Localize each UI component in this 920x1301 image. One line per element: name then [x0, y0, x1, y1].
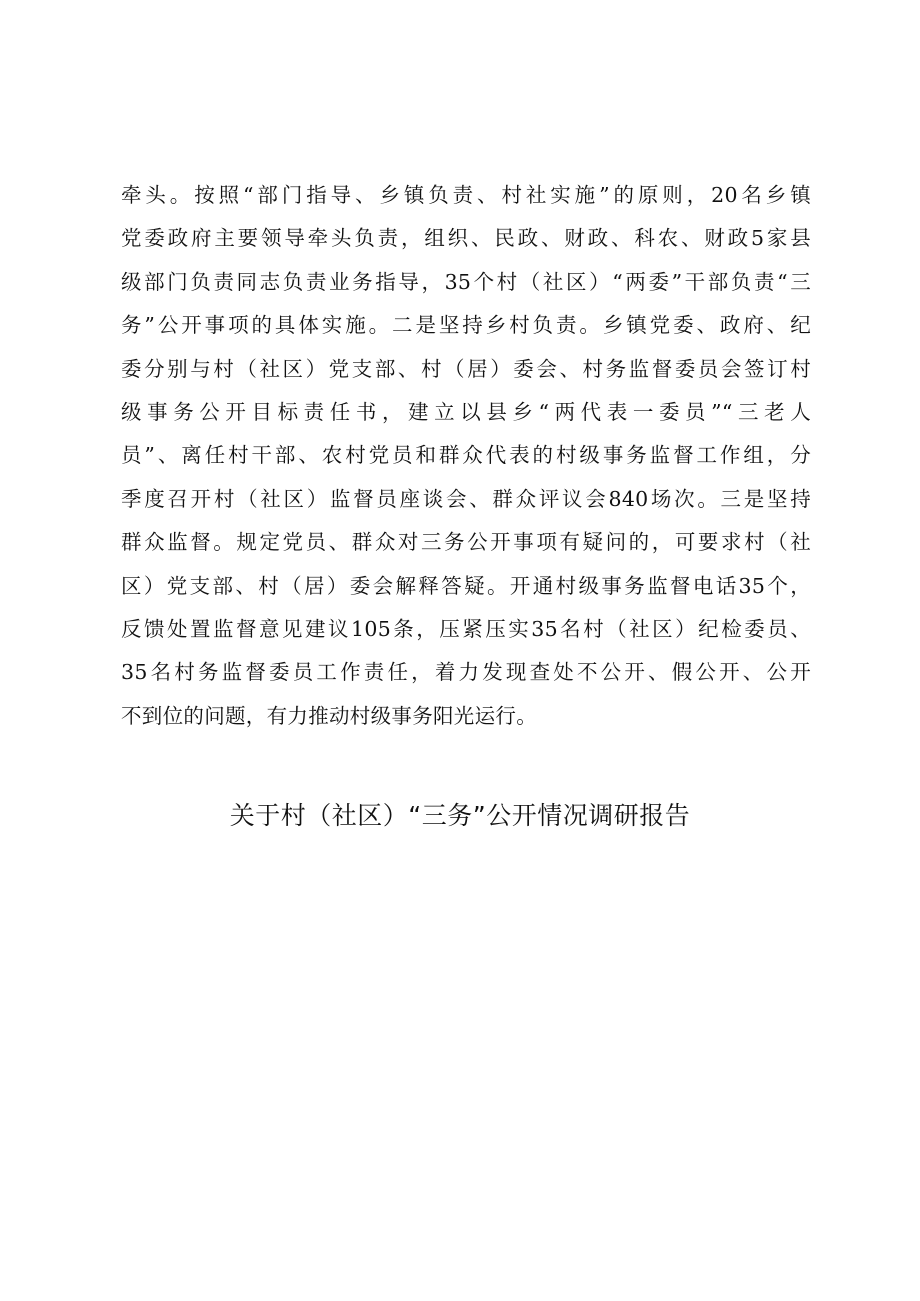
- paragraph-line: 不到位的问题，有力推动村级事务阳光运行。: [121, 703, 537, 728]
- paragraph-line: 区）党支部、村（居）委会解释答疑。开通村级事务监督电话35个，: [121, 573, 811, 598]
- paragraph-line: 委分别与村（社区）党支部、村（居）委会、村务监督委员会签订村: [121, 356, 811, 381]
- paragraph-line: 群众监督。规定党员、群众对三务公开事项有疑问的，可要求村（社: [121, 530, 811, 555]
- paragraph-line: 级部门负责同志负责业务指导，35个村（社区）“两委”干部负责“三: [121, 269, 811, 294]
- paragraph-line: 季度召开村（社区）监督员座谈会、群众评议会840场次。三是坚持: [121, 486, 811, 511]
- paragraph-line: 牵头。按照“部门指导、乡镇负责、村社实施”的原则，20名乡镇: [121, 183, 811, 207]
- paragraph-line: 员”、离任村干部、农村党员和群众代表的村级事务监督工作组，分: [121, 443, 811, 468]
- paragraph-line: 务”公开事项的具体实施。二是坚持乡村负责。乡镇党委、政府、纪: [121, 313, 811, 338]
- paragraph-line: 35名村务监督委员工作责任，着力发现查处不公开、假公开、公开: [121, 660, 811, 685]
- document-title: 关于村（社区）“三务”公开情况调研报告: [229, 801, 691, 830]
- paragraph-line: 级事务公开目标责任书，建立以县乡“两代表一委员”“三老人: [121, 399, 811, 424]
- body-paragraph: [121, 174, 811, 738]
- paragraph-line: 反馈处置监督意见建议105条，压紧压实35名村（社区）纪检委员、: [121, 616, 811, 641]
- paragraph-line: 党委政府主要领导牵头负责，组织、民政、财政、科农、财政5家县: [121, 226, 811, 251]
